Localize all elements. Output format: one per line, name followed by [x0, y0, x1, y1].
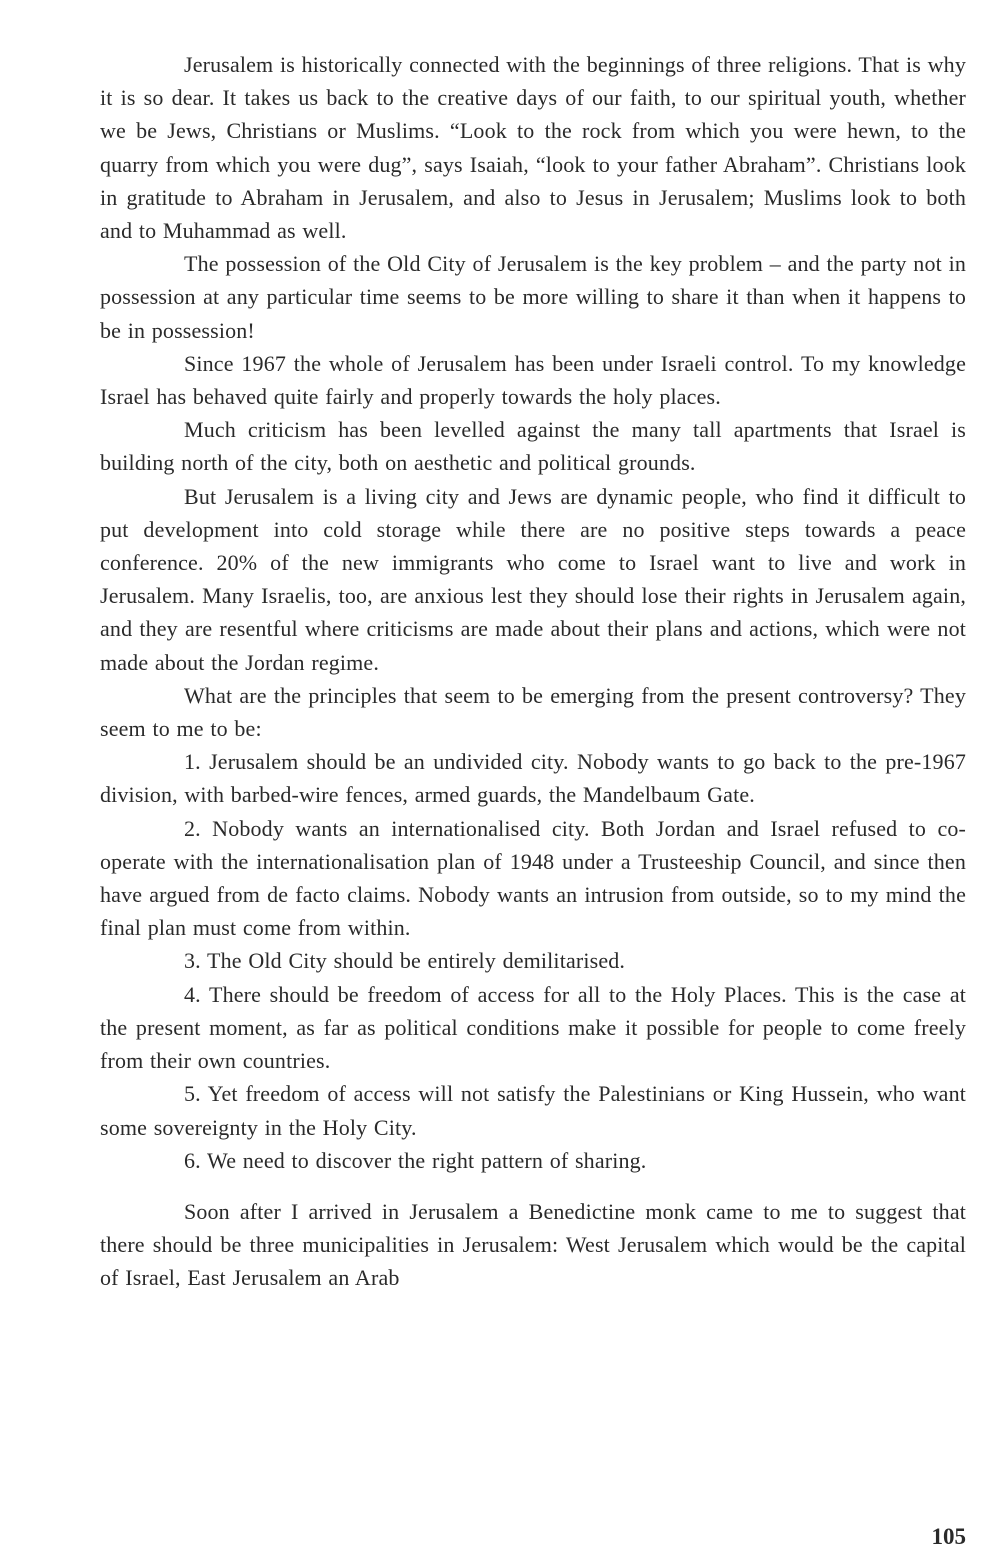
- page-body: [100, 48, 966, 1295]
- principle-item-1: 1. Jerusalem should be an undivided city. Nobody wants to go back to the pre-1967 division, with barbed-wire fences, armed guards, the Mandelbaum Gate.: [100, 749, 966, 808]
- paragraph-benedictine-monk: Soon after I arrived in Jerusalem a Benedictine monk came to me to suggest that there should be three municipalities in Jerusalem: West Jerusalem which would be the capital of Israel, East Jerusalem an Arab: [100, 1198, 966, 1291]
- paragraph-jerusalem-history: Jerusalem is historically connected with the beginnings of three religions. That is why it is so dear. It takes us back to the creative days of our faith, to our spiritual youth, whether we be Jews, Christians or Muslims. “Look to the rock from which you were hewn, to the quarry from which you were dug”, says Isaiah, “look to your father Abraham”. Christians look in gratitude to Abraham in Jerusalem, and also to Jesus in Jerusalem; Muslims look to both and to Muhammad as well.: [100, 52, 966, 244]
- page-number: 105: [931, 1524, 966, 1549]
- paragraph-criticism-apartments: Much criticism has been levelled against the many tall apartments that Israel is building north of the city, both on aesthetic and political grounds.: [100, 417, 966, 476]
- principle-item-5: 5. Yet freedom of access will not satisfy the Palestinians or King Hussein, who want some sovereignty in the Holy City.: [100, 1081, 966, 1140]
- paragraph-principles-intro: What are the principles that seem to be emerging from the present controversy? They seem to me to be:: [100, 682, 966, 742]
- principle-item-2: 2. Nobody wants an internationalised city. Both Jordan and Israel refused to co-operate with the internationalisation plan of 1948 under a Trusteeship Council, and since then have argued from de facto claims. Nobody wants an intrusion from outside, so to my mind the final plan must come from within.: [100, 815, 966, 941]
- paragraph-israeli-control: Since 1967 the whole of Jerusalem has been under Israeli control. To my knowledge Israel has behaved quite fairly and properly towards the holy places.: [100, 350, 966, 410]
- principle-item-6: 6. We need to discover the right pattern of sharing.: [184, 1147, 647, 1173]
- paragraph-possession-problem: The possession of the Old City of Jerusalem is the key problem – and the party not in possession at any particular time seems to be more willing to share it than when it happens to be in possession!: [100, 251, 966, 343]
- principle-item-4: 4. There should be freedom of access for all to the Holy Places. This is the case at the present moment, as far as political conditions make it possible for people to come freely from their own countries.: [100, 981, 966, 1074]
- paragraph-living-city: But Jerusalem is a living city and Jews are dynamic people, who find it difficult to put development into cold storage while there are no positive steps towards a peace conference. 20% of the new immigrants who come to Israel want to live and work in Jerusalem. Many Israelis, too, are anxious lest they should lose their rights in Jerusalem again, and they are resentful where criticisms are made about their plans and actions, which were not made about the Jordan regime.: [100, 483, 966, 675]
- principle-item-3: 3. The Old City should be entirely demilitarised.: [184, 948, 626, 974]
